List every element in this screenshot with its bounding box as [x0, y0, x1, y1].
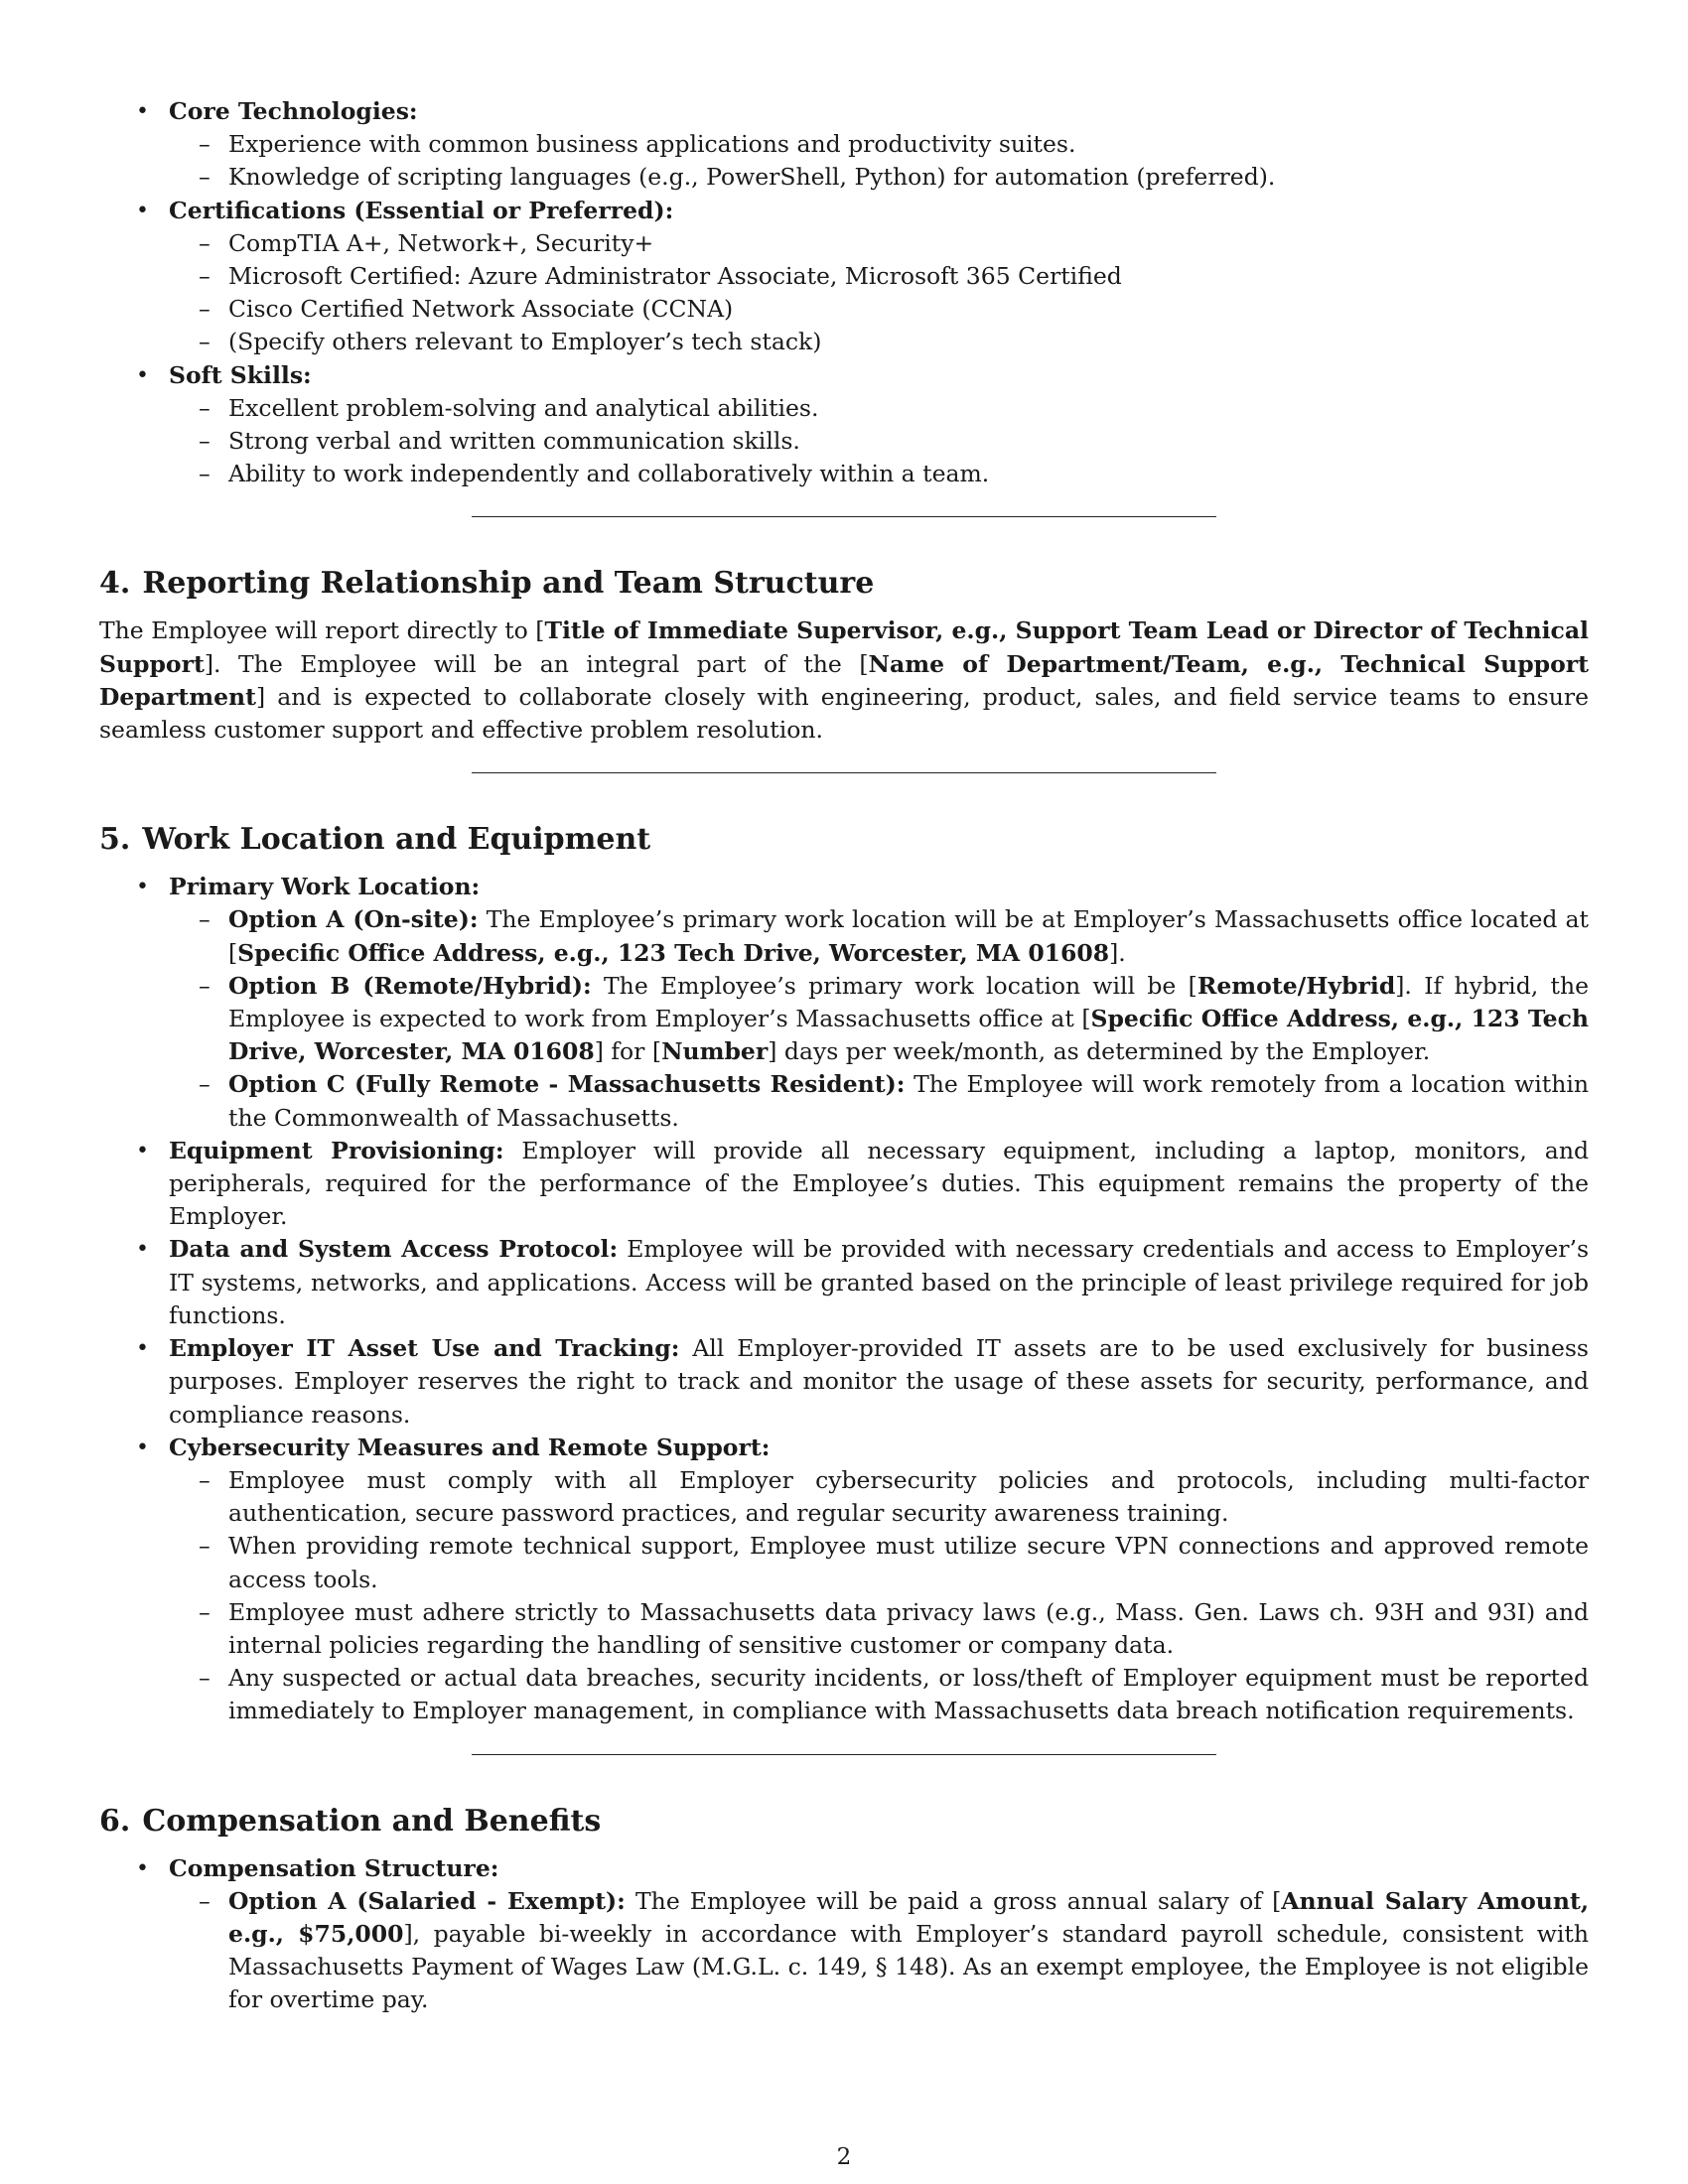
section-number: 4.	[99, 566, 131, 602]
text-run: Employer will provide all necessary equipment, including a laptop, monitors, and peripherals, required for the performance of the Employee’s duties. This equipment remains the property of the Employer.	[169, 1136, 1589, 1231]
list-item-soft-skills	[99, 359, 1589, 491]
text-run: ], payable bi-weekly in accordance with Employer’s standard payroll schedule, consistent with Massachusetts Payment of Wages Law (M.G.L. c. 149, § 148). As an exempt employee, the Employee is not eligible for overtime pay.	[228, 1919, 1590, 2014]
cybersecurity-sublist	[228, 1464, 1589, 1728]
section-title: Reporting Relationship and Team Structure	[142, 566, 875, 602]
section-divider	[472, 772, 1216, 773]
text-run: Employee will be provided with necessary credentials and access to Employer’s IT systems, networks, and applications. Access will be granted based on the principle of least privilege required for job functions.	[169, 1235, 1589, 1329]
option-label: Option B (Remote/Hybrid):	[228, 971, 592, 1000]
list-item: – Employee must comply with all Employer cybersecurity policies and protocols, including multi-factor authentication, secure password practices, and regular security awareness training.	[228, 1464, 1589, 1530]
text-run: The Employee will report directly to [	[99, 616, 545, 645]
text-run: The Employee’s primary work location will be [	[591, 971, 1197, 1000]
soft-skills-label: Soft Skills:	[169, 360, 312, 389]
list-item-core-technologies	[99, 95, 1589, 195]
address-placeholder: Specific Office Address, e.g., 123 Tech Drive, Worcester, MA 01608	[228, 1005, 1589, 1066]
soft-skills-sublist	[228, 392, 1589, 491]
option-b-hybrid	[228, 970, 1589, 1069]
option-a-salaried	[228, 1885, 1589, 2017]
option-label: Option C (Fully Remote - Massachusetts Resident):	[228, 1070, 906, 1099]
list-item: – Microsoft Certified: Azure Administrator Associate, Microsoft 365 Certified	[228, 260, 1589, 293]
section-title: Work Location and Equipment	[142, 822, 651, 858]
list-item: – Employee must adhere strictly to Massachusetts data privacy laws (e.g., Mass. Gen. Laws ch. 93H and 93I) and internal policies regarding the handling of sensitive customer or company data.	[228, 1596, 1589, 1662]
list-item: – Cisco Certified Network Associate (CCNA)	[228, 293, 1589, 326]
section-number: 5.	[99, 822, 131, 858]
compensation-list	[99, 1852, 1589, 2017]
cybersecurity-label: Cybersecurity Measures and Remote Support:	[169, 1433, 771, 1461]
data-access-label: Data and System Access Protocol:	[169, 1235, 619, 1264]
list-item-certifications	[99, 195, 1589, 359]
list-item: – Any suspected or actual data breaches, security incidents, or loss/theft of Employer equipment must be reported immediately to Employer management, in compliance with Massachusetts data breach notification requirements.	[228, 1662, 1589, 1727]
work-location-list	[99, 871, 1589, 1727]
list-item: – When providing remote technical support, Employee must utilize secure VPN connections and approved remote access tools.	[228, 1530, 1589, 1595]
section-heading-6	[99, 1803, 1589, 1841]
text-run: ]. The Employee will be an integral part of the [	[204, 649, 869, 678]
primary-location-label: Primary Work Location:	[169, 873, 481, 901]
list-item-compensation-structure	[99, 1852, 1589, 2017]
text-run: The Employee’s primary work location will be at Employer’s Massachusetts office located at [	[228, 905, 1589, 967]
text-run: All Employer-provided IT assets are to be used exclusively for business purposes. Employer reserves the right to track and monitor the usage of these assets for security, performance, and compliance reasons.	[169, 1334, 1589, 1429]
reporting-paragraph	[99, 614, 1589, 747]
core-technologies-label: Core Technologies:	[169, 97, 418, 125]
option-c-remote	[228, 1068, 1589, 1134]
number-placeholder: Number	[661, 1037, 769, 1066]
document-page	[99, 95, 1589, 2017]
list-item-asset-use	[99, 1332, 1589, 1432]
list-item: – (Specify others relevant to Employer’s tech stack)	[228, 326, 1589, 358]
mode-placeholder: Remote/Hybrid	[1196, 971, 1396, 1000]
page-number: 2	[836, 2144, 852, 2170]
text-run: ]. If hybrid, the Employee is expected to work from Employer’s Massachusetts office at [	[228, 971, 1589, 1033]
location-options-sublist	[228, 903, 1589, 1134]
section-divider	[472, 1754, 1216, 1755]
list-item-cybersecurity	[99, 1432, 1589, 1728]
text-run: ] and is expected to collaborate closely with engineering, product, sales, and field service teams to ensure seamless customer support and effective problem resolution.	[99, 682, 1589, 745]
section-heading-5	[99, 821, 1589, 859]
list-item: – Knowledge of scripting languages (e.g., PowerShell, Python) for automation (preferred).	[228, 161, 1589, 194]
text-run: ].	[1109, 938, 1126, 967]
option-a-onsite	[228, 903, 1589, 969]
list-item: – Ability to work independently and collaboratively within a team.	[228, 458, 1589, 490]
list-item: – CompTIA A+, Network+, Security+	[228, 227, 1589, 260]
list-item: – Experience with common business applications and productivity suites.	[228, 128, 1589, 161]
text-run: The Employee will be paid a gross annual salary of [	[625, 1886, 1282, 1915]
compensation-options-sublist	[228, 1885, 1589, 2017]
text-run: ] days per week/month, as determined by the Employer.	[768, 1037, 1431, 1066]
skills-list	[99, 95, 1589, 490]
option-label: Option A (On-site):	[228, 905, 479, 934]
list-item: – Strong verbal and written communication skills.	[228, 425, 1589, 458]
certifications-sublist	[228, 227, 1589, 359]
list-item: – Excellent problem-solving and analytical abilities.	[228, 392, 1589, 425]
list-item-data-access	[99, 1233, 1589, 1332]
core-technologies-sublist	[228, 128, 1589, 194]
section-heading-4	[99, 565, 1589, 603]
list-item-equipment	[99, 1135, 1589, 1234]
certifications-label: Certifications (Essential or Preferred):	[169, 196, 674, 224]
text-run: The Employee will work remotely from a location within the Commonwealth of Massachusetts.	[228, 1070, 1589, 1132]
section-divider	[472, 516, 1216, 517]
text-run: ] for [	[594, 1037, 662, 1066]
salary-placeholder: Annual Salary Amount, e.g., $75,000	[228, 1886, 1590, 1948]
supervisor-placeholder: Title of Immediate Supervisor, e.g., Support Team Lead or Director of Technical Support	[99, 616, 1589, 678]
option-label: Option A (Salaried - Exempt):	[228, 1886, 626, 1915]
section-number: 6.	[99, 1803, 131, 1839]
department-placeholder: Name of Department/Team, e.g., Technical Support Department	[99, 649, 1589, 711]
equipment-label: Equipment Provisioning:	[169, 1136, 504, 1164]
address-placeholder: Specific Office Address, e.g., 123 Tech Drive, Worcester, MA 01608	[237, 938, 1110, 967]
list-item-primary-location	[99, 871, 1589, 1135]
compensation-structure-label: Compensation Structure:	[169, 1853, 499, 1882]
section-title: Compensation and Benefits	[142, 1803, 602, 1839]
asset-use-label: Employer IT Asset Use and Tracking:	[169, 1334, 680, 1363]
